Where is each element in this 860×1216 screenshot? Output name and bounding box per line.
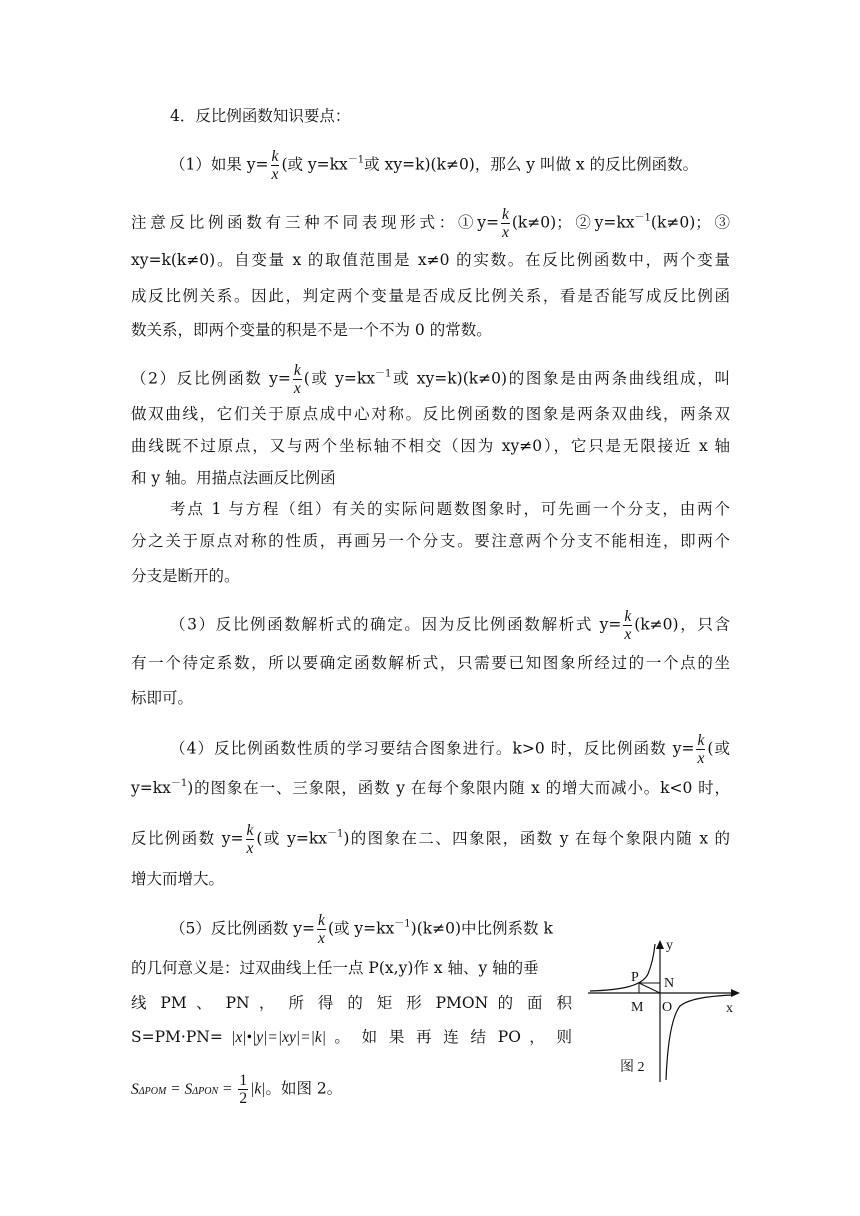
fraction-k-over-x xyxy=(623,608,632,643)
p5-line4 xyxy=(131,1027,572,1048)
p4-text-a: （4）反比例函数性质的学习要结合图象进行。k>0 时，反比例函数 y= xyxy=(170,739,695,758)
p4-line4: 增大而增大。 xyxy=(131,870,225,888)
fraction-one-half xyxy=(238,1072,248,1107)
frac-num: k xyxy=(318,912,325,929)
p1-text-d: 注意反比例函数有三种不同表现形式：①y= xyxy=(131,213,499,232)
frac-num: k xyxy=(624,608,632,625)
fraction-k-over-x xyxy=(246,822,255,857)
area-s-pom xyxy=(131,1081,166,1098)
p2-text-a: （2）反比例函数 y= xyxy=(131,369,291,388)
p2-line1 xyxy=(131,362,730,397)
fraction-k-over-x xyxy=(293,362,302,397)
figure-2-hyperbola xyxy=(582,934,748,1084)
p1-line4: 成反比例关系。因此，判定两个变量是否成反比例关系，看是否能写成反比例函 xyxy=(131,287,730,305)
s-subscript: ΔPOM xyxy=(138,1085,167,1097)
p3-line2: 有一个待定系数，所以要确定函数解析式，只需要已知图象所经过的一个点的坐 xyxy=(131,654,730,672)
y-axis-arrow-icon xyxy=(656,940,664,949)
frac-num: k xyxy=(501,206,509,223)
p1-sup: －1 xyxy=(347,154,365,166)
p5-text-g: 。 如 果 再 连 结 PO ， 则 xyxy=(334,1028,572,1046)
p5-sup: －1 xyxy=(394,918,411,930)
p1-line5: 数关系，即两个变量的积是不是一个不为 0 的常数。 xyxy=(131,321,492,339)
frac-den: x xyxy=(271,166,279,183)
p2-text-c: 或 xy=k)(k≠0)的图象是由两条曲线组成，叫 xyxy=(391,369,730,388)
p4-text-b: (或 xyxy=(707,739,730,758)
p3-line3: 标即可。 xyxy=(131,689,194,707)
p5-text-c: )(k≠0)中比例系数 k xyxy=(410,919,553,938)
fraction-k-over-x xyxy=(271,148,280,183)
p5-text-f: S=PM·PN= xyxy=(131,1028,223,1046)
p5-text-a: （5）反比例函数 y= xyxy=(170,919,316,938)
area-s-pon xyxy=(185,1081,219,1098)
frac-den: x xyxy=(501,224,509,241)
label-y: y xyxy=(666,938,673,953)
p4-sup: －1 xyxy=(170,778,188,789)
p2-sup: －1 xyxy=(375,368,392,380)
label-m: M xyxy=(631,1000,644,1015)
s-symbol: S xyxy=(184,1080,193,1098)
kaodian-line1: 考点 1 与方程（组）有关的实际问题数图象时，可先画一个分支，由两个 xyxy=(170,500,730,518)
frac-num: 1 xyxy=(239,1072,248,1089)
p1-line1 xyxy=(170,148,698,183)
frac-den: x xyxy=(318,930,325,947)
figure-caption: 图 2 xyxy=(620,1060,645,1075)
p1-text-c: 或 xy=k)(k≠0)，那么 y 叫做 x 的反比例函数。 xyxy=(364,155,699,174)
p4-text-g: )的图象在二、四象限，函数 y 在每个象限内随 x 的 xyxy=(343,829,730,848)
section-heading: 4．反比例函数知识要点： xyxy=(170,107,351,125)
frac-den: x xyxy=(293,380,301,397)
kaodian-line3: 分支是断开的。 xyxy=(131,567,240,585)
p4-line1 xyxy=(170,732,730,767)
frac-den: x xyxy=(624,626,632,643)
x-axis-arrow-icon xyxy=(731,989,740,997)
segment-po xyxy=(639,983,660,993)
kaodian-line2: 分之关于原点对称的性质，再画另一个分支。要注意两个分支不能相连，即两个 xyxy=(131,532,730,550)
frac-num: k xyxy=(697,732,705,749)
p5-text-h: 。如图 2。 xyxy=(265,1079,343,1098)
p1-text-f: (k≠0)；③ xyxy=(650,213,730,232)
label-p: P xyxy=(631,970,639,985)
p1-line3: xy=k(k≠0)。自变量 x 的取值范围是 x≠0 的实数。在反比例函数中，两个变量 xyxy=(131,251,730,269)
frac-den: 2 xyxy=(239,1090,248,1107)
p2-line4: 和 y 轴。用描点法画反比例函 xyxy=(131,469,336,487)
label-x: x xyxy=(726,1001,733,1016)
frac-num: k xyxy=(246,822,254,839)
p2-line2: 做双曲线，它们关于原点成中心对称。反比例函数的图象是两条双曲线，两条双 xyxy=(131,405,730,423)
fraction-k-over-x xyxy=(501,206,510,241)
p1-text-b: (或 y=kx xyxy=(281,155,348,174)
p3-text-b: (k≠0)，只含 xyxy=(634,615,730,634)
abs-product-expression: |x|•|y|=|xy|=|k| xyxy=(231,1029,326,1046)
p3-text-a: （3）反比例函数解析式的确定。因为反比例函数解析式 y= xyxy=(170,615,622,634)
p5-line3: 线 PM 、 PN ， 所 得 的 矩 形 PMON 的 面 积 xyxy=(131,994,572,1012)
p5-line5 xyxy=(131,1072,342,1107)
frac-den: x xyxy=(697,750,705,767)
p2-line3: 曲线既不过原点，又与两个坐标轴不相交（因为 xy≠0），它只是无限接近 x 轴 xyxy=(131,437,730,455)
frac-den: x xyxy=(246,840,254,857)
s-symbol: S xyxy=(131,1080,139,1098)
p4-sup: －1 xyxy=(326,828,344,840)
frac-num: k xyxy=(293,362,301,379)
p4-text-f: (或 y=kx xyxy=(256,829,327,848)
frac-num: k xyxy=(271,148,279,165)
p1-text-e: (k≠0)；②y=kx xyxy=(511,213,635,232)
equals-sign: = xyxy=(166,1080,185,1098)
fraction-k-over-x xyxy=(317,912,326,947)
hyperbola-branch-right xyxy=(666,995,732,1080)
label-o: O xyxy=(662,1000,673,1015)
p4-line3 xyxy=(131,822,730,857)
p5-text-b: (或 y=kx xyxy=(327,919,395,938)
equals-sign: = xyxy=(218,1080,237,1098)
label-n: N xyxy=(664,976,675,991)
p1-sup: －1 xyxy=(634,212,651,224)
p4-line2 xyxy=(131,778,730,798)
p1-line2 xyxy=(131,206,730,241)
s-subscript: ΔPON xyxy=(192,1085,219,1097)
p5-line1 xyxy=(170,912,553,947)
abs-k: |k| xyxy=(250,1080,266,1098)
p1-text-a: （1）如果 y= xyxy=(170,155,269,174)
p4-text-c: y=kx xyxy=(131,779,171,797)
hyperbola-branch-left xyxy=(590,944,655,991)
p4-text-e: 反比例函数 y= xyxy=(131,829,244,848)
p4-text-d: )的图象在一、三象限，函数 y 在每个象限内随 x 的增大而减小。k<0 时， xyxy=(187,779,730,797)
p5-line2: 的几何意义是：过双曲线上任一点 P(x,y)作 x 轴、y 轴的垂 xyxy=(131,959,539,977)
fraction-k-over-x xyxy=(696,732,705,767)
p3-line1 xyxy=(170,608,730,643)
p2-text-b: (或 y=kx xyxy=(303,369,376,388)
